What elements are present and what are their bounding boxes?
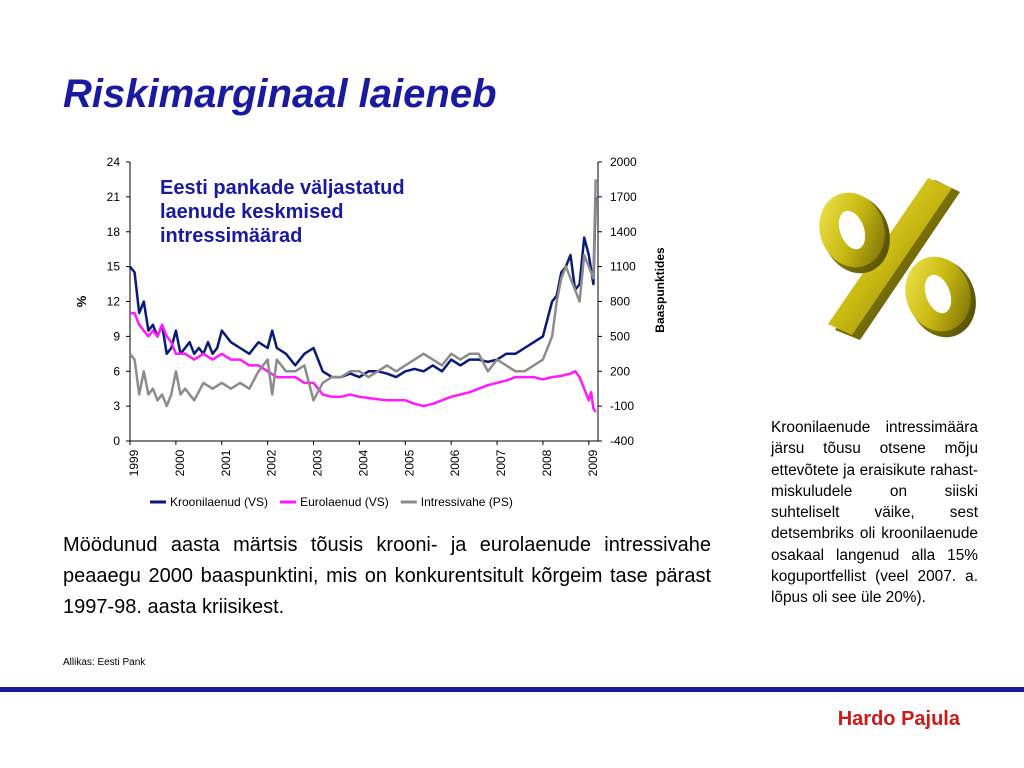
y-tick-label-right: -400 (610, 434, 635, 448)
y-tick-label-right: 1400 (610, 224, 637, 239)
y-tick-label-left: 12 (106, 294, 120, 309)
x-tick-label: 2006 (448, 449, 463, 477)
chart-title: Eesti pankade väljastatud laenude keskmised intressimäärad (160, 177, 405, 247)
x-tick-label: 2002 (264, 449, 279, 477)
x-tick-label: 1999 (127, 449, 141, 477)
y-tick-label-right: 500 (610, 329, 631, 344)
side-note: Kroonilaenude intressimäära järsu tõusu otsene mõju ettevõtete ja eraisikute rahastmiskuludele on siiski suhteliselt väike, sest detsembriks oli kroonilaenude osakaal langenud alla 15% koguportfellist (veel 2007. a. lõpus oli see üle 20%). (771, 419, 978, 607)
series-line-2 (130, 313, 596, 412)
legend-label-3: Intressivahe (PS) (420, 495, 513, 509)
y-axis-label-left: % (74, 295, 89, 308)
y-tick-label-right: -100 (610, 399, 635, 414)
y-tick-label-right: 1100 (610, 259, 636, 274)
y-tick-label-left: 0 (113, 434, 120, 448)
x-tick-label: 2008 (539, 449, 554, 477)
x-tick-label: 2009 (585, 449, 600, 477)
y-tick-label-left: 21 (106, 189, 120, 204)
source-note: Allikas: Eesti Pank (63, 657, 146, 668)
legend-label-1: Kroonilaenud (VS) (170, 495, 269, 509)
percent-icon (780, 170, 990, 350)
y-tick-label-left: 9 (113, 329, 120, 344)
y-tick-label-left: 24 (106, 155, 120, 169)
y-tick-label-left: 15 (106, 259, 120, 274)
x-tick-label: 2003 (310, 449, 325, 477)
divider-line (0, 687, 1024, 692)
x-tick-label: 2007 (494, 449, 509, 477)
x-tick-label: 2001 (218, 449, 233, 477)
y-tick-label-right: 2000 (610, 155, 637, 169)
slide-title: Riskimarginaal laieneb (63, 72, 497, 116)
x-tick-label: 2004 (356, 449, 371, 477)
x-tick-label: 2005 (402, 449, 417, 477)
legend-label-2: Eurolaenud (VS) (300, 495, 389, 509)
y-tick-label-left: 3 (113, 399, 120, 414)
y-tick-label-right: 200 (610, 364, 631, 379)
main-text: Möödunud aasta märtsis tõusis krooni- ja eurolaenude intressivahe peaaegu 2000 baaspunktini, mis on konkurentsitult kõrgeim tase pärast 1997-98. aasta kriisikest. (63, 534, 711, 618)
author-name: Hardo Pajula (837, 708, 960, 730)
y-tick-label-right: 800 (610, 294, 631, 309)
y-tick-label-left: 18 (106, 224, 120, 239)
y-tick-label-right: 1700 (610, 189, 637, 204)
y-tick-label-left: 6 (113, 364, 120, 379)
y-axis-label-right: Baaspunktides (653, 247, 667, 333)
x-tick-label: 2000 (172, 449, 187, 477)
